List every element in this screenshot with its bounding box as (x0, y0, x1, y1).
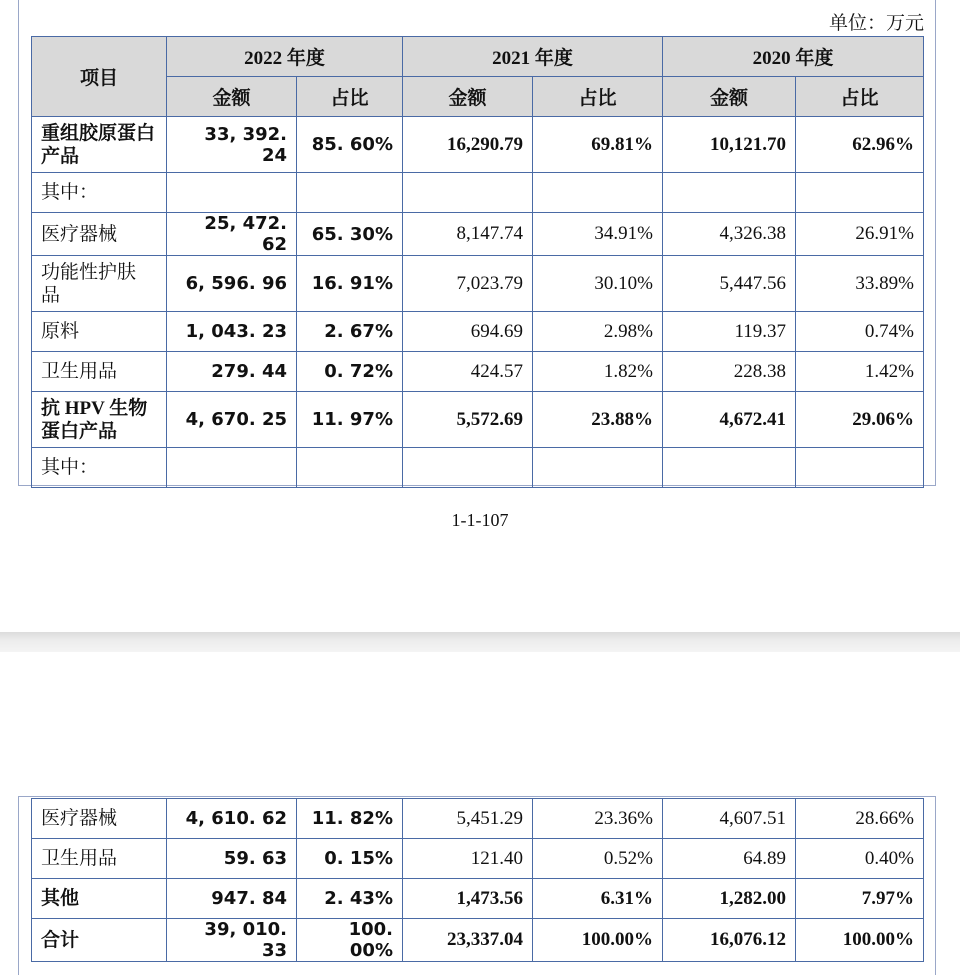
row-label: 合计 (32, 919, 167, 962)
share-cell: 100.00% (533, 919, 663, 962)
header-year-2020: 2020 年度 (663, 37, 924, 77)
share-cell: 0. 72% (297, 352, 403, 392)
row-label: 医疗器械 (32, 213, 167, 256)
amount-cell: 5,447.56 (663, 256, 796, 312)
amount-cell: 279. 44 (167, 352, 297, 392)
table-row (32, 839, 924, 879)
share-cell: 1.42% (796, 352, 924, 392)
header-share: 占比 (533, 77, 663, 117)
share-cell (297, 173, 403, 213)
amount-cell: 121.40 (403, 839, 533, 879)
amount-cell: 228.38 (663, 352, 796, 392)
amount-cell: 1,473.56 (403, 879, 533, 919)
row-label: 抗 HPV 生物蛋白产品 (32, 392, 167, 448)
table-row (32, 392, 924, 448)
header-year-2021: 2021 年度 (403, 37, 663, 77)
header-amount: 金额 (663, 77, 796, 117)
table-row (32, 352, 924, 392)
amount-cell (403, 448, 533, 488)
share-cell (796, 448, 924, 488)
share-cell: 11. 97% (297, 392, 403, 448)
table-row (32, 799, 924, 839)
table-row (32, 879, 924, 919)
amount-cell (403, 173, 533, 213)
share-cell: 26.91% (796, 213, 924, 256)
share-cell: 7.97% (796, 879, 924, 919)
table-row (32, 919, 924, 962)
share-cell: 34.91% (533, 213, 663, 256)
share-cell: 2. 43% (297, 879, 403, 919)
row-label: 其中： (32, 448, 167, 488)
table-row (32, 117, 924, 173)
share-cell: 65. 30% (297, 213, 403, 256)
share-cell: 1.82% (533, 352, 663, 392)
row-label: 卫生用品 (32, 839, 167, 879)
amount-cell: 5,572.69 (403, 392, 533, 448)
amount-cell: 6, 596. 96 (167, 256, 297, 312)
row-label: 功能性护肤品 (32, 256, 167, 312)
row-label: 其中： (32, 173, 167, 213)
share-cell: 0.52% (533, 839, 663, 879)
share-cell (796, 173, 924, 213)
table-row (32, 448, 924, 488)
row-label: 重组胶原蛋白产品 (32, 117, 167, 173)
amount-cell: 8,147.74 (403, 213, 533, 256)
header-share: 占比 (796, 77, 924, 117)
share-cell: 29.06% (796, 392, 924, 448)
document-page-bottom (0, 652, 960, 975)
revenue-table-top (31, 36, 924, 488)
amount-cell: 39, 010. 33 (167, 919, 297, 962)
revenue-table-bottom (31, 798, 924, 962)
amount-cell (663, 448, 796, 488)
share-cell: 85. 60% (297, 117, 403, 173)
amount-cell: 10,121.70 (663, 117, 796, 173)
unit-label: 单位：万元 (828, 13, 924, 34)
share-cell: 69.81% (533, 117, 663, 173)
amount-cell: 1, 043. 23 (167, 312, 297, 352)
share-cell: 30.10% (533, 256, 663, 312)
amount-cell: 4,607.51 (663, 799, 796, 839)
amount-cell: 7,023.79 (403, 256, 533, 312)
amount-cell: 25, 472. 62 (167, 213, 297, 256)
amount-cell: 424.57 (403, 352, 533, 392)
row-label: 医疗器械 (32, 799, 167, 839)
amount-cell: 16,290.79 (403, 117, 533, 173)
share-cell: 0.40% (796, 839, 924, 879)
share-cell (297, 448, 403, 488)
header-amount: 金额 (167, 77, 297, 117)
row-label: 其他 (32, 879, 167, 919)
share-cell (533, 173, 663, 213)
table-row (32, 256, 924, 312)
amount-cell: 23,337.04 (403, 919, 533, 962)
amount-cell: 4, 670. 25 (167, 392, 297, 448)
share-cell: 0. 15% (297, 839, 403, 879)
share-cell: 0.74% (796, 312, 924, 352)
amount-cell: 4, 610. 62 (167, 799, 297, 839)
header-amount: 金额 (403, 77, 533, 117)
share-cell: 62.96% (796, 117, 924, 173)
amount-cell: 1,282.00 (663, 879, 796, 919)
amount-cell: 59. 63 (167, 839, 297, 879)
share-cell: 6.31% (533, 879, 663, 919)
table-row (32, 173, 924, 213)
share-cell (533, 448, 663, 488)
header-item: 项目 (32, 37, 167, 117)
share-cell: 100. 00% (297, 919, 403, 962)
table-row (32, 213, 924, 256)
amount-cell: 119.37 (663, 312, 796, 352)
table-row (32, 312, 924, 352)
share-cell: 16. 91% (297, 256, 403, 312)
share-cell: 23.36% (533, 799, 663, 839)
share-cell: 33.89% (796, 256, 924, 312)
amount-cell: 4,326.38 (663, 213, 796, 256)
share-cell: 11. 82% (297, 799, 403, 839)
share-cell: 23.88% (533, 392, 663, 448)
header-share: 占比 (297, 77, 403, 117)
amount-cell: 16,076.12 (663, 919, 796, 962)
amount-cell: 33, 392. 24 (167, 117, 297, 173)
amount-cell: 694.69 (403, 312, 533, 352)
row-label: 原料 (32, 312, 167, 352)
page-break (0, 632, 960, 652)
amount-cell: 64.89 (663, 839, 796, 879)
share-cell: 2.98% (533, 312, 663, 352)
amount-cell: 4,672.41 (663, 392, 796, 448)
row-label: 卫生用品 (32, 352, 167, 392)
header-year-2022: 2022 年度 (167, 37, 403, 77)
page-number: 1-1-107 (451, 510, 509, 530)
amount-cell (663, 173, 796, 213)
amount-cell (167, 173, 297, 213)
share-cell: 2. 67% (297, 312, 403, 352)
amount-cell (167, 448, 297, 488)
share-cell: 28.66% (796, 799, 924, 839)
share-cell: 100.00% (796, 919, 924, 962)
amount-cell: 947. 84 (167, 879, 297, 919)
amount-cell: 5,451.29 (403, 799, 533, 839)
